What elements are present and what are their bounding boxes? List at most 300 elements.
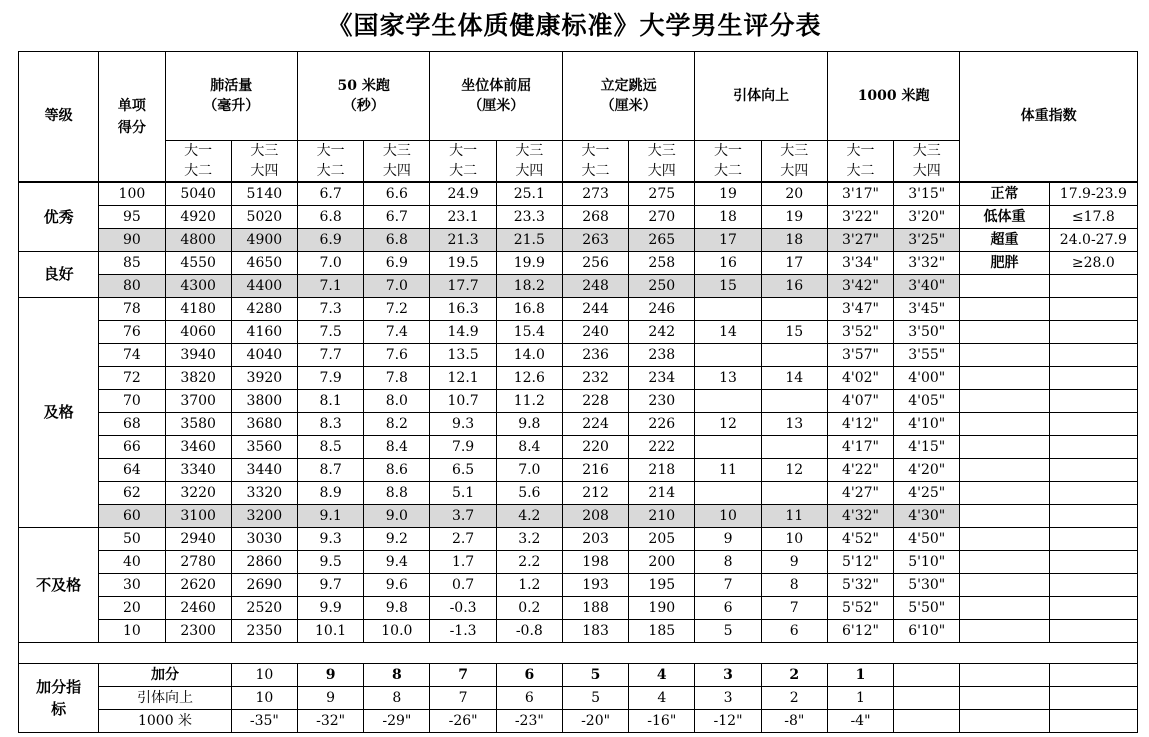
- value-cell: 224: [562, 413, 628, 436]
- value-cell: [695, 436, 761, 459]
- bonus-cell: 3: [695, 664, 761, 687]
- value-cell: 19.5: [430, 252, 496, 275]
- value-cell: 8.4: [364, 436, 430, 459]
- value-cell: 230: [629, 390, 695, 413]
- bmi-label: 超重: [960, 229, 1049, 252]
- value-cell: 188: [562, 597, 628, 620]
- value-cell: 7.5: [297, 321, 363, 344]
- value-cell: 220: [562, 436, 628, 459]
- value-cell: 8.4: [496, 436, 562, 459]
- value-cell: 3940: [165, 344, 231, 367]
- value-cell: 12: [695, 413, 761, 436]
- bmi-label: [960, 321, 1049, 344]
- table-row: [19, 413, 1138, 436]
- value-cell: 4920: [165, 206, 231, 229]
- table-row: [19, 344, 1138, 367]
- bmi-range: [1049, 620, 1137, 643]
- value-cell: 2780: [165, 551, 231, 574]
- value-cell: 23.3: [496, 206, 562, 229]
- value-cell: 12.6: [496, 367, 562, 390]
- score-cell: 74: [99, 344, 165, 367]
- event-header: [827, 52, 959, 141]
- score-cell: 78: [99, 298, 165, 321]
- bmi-range: [1049, 367, 1137, 390]
- value-cell: 5'30": [894, 574, 960, 597]
- bmi-label: [960, 597, 1049, 620]
- value-cell: [761, 298, 827, 321]
- score-table: [18, 51, 1138, 733]
- bonus-cell: 9: [297, 687, 363, 710]
- value-cell: 12: [761, 459, 827, 482]
- table-row: [19, 182, 1138, 206]
- value-cell: 4'27": [827, 482, 893, 505]
- value-cell: 183: [562, 620, 628, 643]
- event-name: 50 米跑: [337, 78, 390, 94]
- value-cell: 258: [629, 252, 695, 275]
- score-cell: 85: [99, 252, 165, 275]
- value-cell: 5'52": [827, 597, 893, 620]
- bonus-title-label: 加分指标: [36, 678, 82, 718]
- bmi-label: [960, 413, 1049, 436]
- score-cell: 30: [99, 574, 165, 597]
- year-label: 大四: [515, 163, 544, 179]
- value-cell: [761, 344, 827, 367]
- value-cell: 265: [629, 229, 695, 252]
- value-cell: 18: [695, 206, 761, 229]
- bonus-cell: 1: [827, 687, 893, 710]
- value-cell: [761, 482, 827, 505]
- value-cell: 3700: [165, 390, 231, 413]
- value-cell: 1.7: [430, 551, 496, 574]
- value-cell: 3'17": [827, 182, 893, 206]
- value-cell: 8: [761, 574, 827, 597]
- bonus-empty: [1049, 687, 1137, 710]
- event-header: [562, 52, 694, 141]
- value-cell: 16: [761, 275, 827, 298]
- value-cell: 9.8: [364, 597, 430, 620]
- value-cell: 3'15": [894, 182, 960, 206]
- value-cell: 2940: [165, 528, 231, 551]
- year-header: [761, 141, 827, 183]
- value-cell: 273: [562, 182, 628, 206]
- value-cell: 2.7: [430, 528, 496, 551]
- grade-label: 优秀: [19, 182, 99, 252]
- value-cell: 4.2: [496, 505, 562, 528]
- year-header: [562, 141, 628, 183]
- score-cell: 62: [99, 482, 165, 505]
- value-cell: 7.9: [297, 367, 363, 390]
- value-cell: 4'07": [827, 390, 893, 413]
- value-cell: 4400: [231, 275, 297, 298]
- event-name: 1000 米跑: [857, 88, 930, 104]
- value-cell: 3340: [165, 459, 231, 482]
- value-cell: 4160: [231, 321, 297, 344]
- year-label: 大一: [714, 143, 743, 159]
- value-cell: 3030: [231, 528, 297, 551]
- bmi-label: [960, 275, 1049, 298]
- value-cell: 5020: [231, 206, 297, 229]
- value-cell: 19.9: [496, 252, 562, 275]
- bonus-cell: 6: [496, 664, 562, 687]
- value-cell: 4280: [231, 298, 297, 321]
- value-cell: 190: [629, 597, 695, 620]
- value-cell: 13: [761, 413, 827, 436]
- table-row: [19, 206, 1138, 229]
- value-cell: 23.1: [430, 206, 496, 229]
- value-cell: 4'30": [894, 505, 960, 528]
- bmi-label: [960, 344, 1049, 367]
- value-cell: 200: [629, 551, 695, 574]
- score-cell: 76: [99, 321, 165, 344]
- bmi-range: [1049, 390, 1137, 413]
- value-cell: 4'52": [827, 528, 893, 551]
- bmi-range: 17.9-23.9: [1049, 182, 1137, 206]
- year-header: [297, 141, 363, 183]
- bonus-cell: 2: [761, 687, 827, 710]
- year-header: [430, 141, 496, 183]
- value-cell: 21.3: [430, 229, 496, 252]
- score-cell: 40: [99, 551, 165, 574]
- value-cell: 10.7: [430, 390, 496, 413]
- value-cell: 4'22": [827, 459, 893, 482]
- value-cell: 7.0: [297, 252, 363, 275]
- bonus-empty: [960, 664, 1049, 687]
- bonus-cell: 8: [364, 664, 430, 687]
- table-row: [19, 505, 1138, 528]
- value-cell: 6.7: [297, 182, 363, 206]
- value-cell: 9.4: [364, 551, 430, 574]
- value-cell: 18.2: [496, 275, 562, 298]
- bonus-cell: -8": [761, 710, 827, 733]
- bonus-empty: [894, 664, 960, 687]
- value-cell: 19: [761, 206, 827, 229]
- value-cell: 7.2: [364, 298, 430, 321]
- score-cell: 20: [99, 597, 165, 620]
- bmi-range: [1049, 597, 1137, 620]
- value-cell: 6.8: [297, 206, 363, 229]
- value-cell: 15.4: [496, 321, 562, 344]
- value-cell: 9: [761, 551, 827, 574]
- value-cell: 3220: [165, 482, 231, 505]
- value-cell: [695, 298, 761, 321]
- bmi-label: [960, 574, 1049, 597]
- year-label: 大二: [449, 163, 478, 179]
- score-cell: 95: [99, 206, 165, 229]
- bonus-cell: 1: [827, 664, 893, 687]
- bmi-label: 低体重: [960, 206, 1049, 229]
- value-cell: 9: [695, 528, 761, 551]
- year-label: 大三: [780, 143, 809, 159]
- grade-label: 良好: [19, 252, 99, 298]
- bonus-cell: -23": [496, 710, 562, 733]
- value-cell: 4'10": [894, 413, 960, 436]
- table-row: [19, 551, 1138, 574]
- bmi-range: [1049, 321, 1137, 344]
- value-cell: 17: [695, 229, 761, 252]
- value-cell: 6.9: [297, 229, 363, 252]
- value-cell: 6'10": [894, 620, 960, 643]
- bmi-label: 肥胖: [960, 252, 1049, 275]
- value-cell: 14.0: [496, 344, 562, 367]
- value-cell: 3.2: [496, 528, 562, 551]
- value-cell: 4'20": [894, 459, 960, 482]
- bmi-range: [1049, 413, 1137, 436]
- value-cell: 3440: [231, 459, 297, 482]
- value-cell: 2860: [231, 551, 297, 574]
- value-cell: 3460: [165, 436, 231, 459]
- bmi-range: [1049, 298, 1137, 321]
- bonus-cell: 7: [430, 687, 496, 710]
- event-name: 立定跳远: [600, 78, 657, 94]
- year-header: [165, 141, 231, 183]
- bonus-cell: 10: [231, 664, 297, 687]
- value-cell: 203: [562, 528, 628, 551]
- value-cell: 10.1: [297, 620, 363, 643]
- value-cell: [695, 344, 761, 367]
- bmi-range: [1049, 482, 1137, 505]
- value-cell: 7: [761, 597, 827, 620]
- value-cell: 9.0: [364, 505, 430, 528]
- bonus-cell: -12": [695, 710, 761, 733]
- bonus-row: [19, 687, 1138, 710]
- bonus-cell: -29": [364, 710, 430, 733]
- year-label: 大二: [316, 163, 345, 179]
- value-cell: 4'25": [894, 482, 960, 505]
- value-cell: 15: [695, 275, 761, 298]
- bonus-cell: -20": [562, 710, 628, 733]
- event-header: [297, 52, 429, 141]
- bonus-cell: 5: [562, 687, 628, 710]
- value-cell: 9.1: [297, 505, 363, 528]
- year-label: 大四: [912, 163, 941, 179]
- value-cell: 7.9: [430, 436, 496, 459]
- value-cell: 10: [761, 528, 827, 551]
- year-header: [496, 141, 562, 183]
- value-cell: 7: [695, 574, 761, 597]
- bmi-label: [960, 436, 1049, 459]
- value-cell: 4650: [231, 252, 297, 275]
- value-cell: 14.9: [430, 321, 496, 344]
- value-cell: 9.5: [297, 551, 363, 574]
- event-unit: （厘米）: [468, 98, 525, 114]
- year-label: 大四: [780, 163, 809, 179]
- value-cell: 7.8: [364, 367, 430, 390]
- table-row: [19, 229, 1138, 252]
- value-cell: 16.3: [430, 298, 496, 321]
- value-cell: 250: [629, 275, 695, 298]
- value-cell: 11: [695, 459, 761, 482]
- value-cell: 9.7: [297, 574, 363, 597]
- value-cell: 19: [695, 182, 761, 206]
- header-row: [19, 52, 1138, 100]
- value-cell: 7.7: [297, 344, 363, 367]
- value-cell: [695, 390, 761, 413]
- bmi-range: [1049, 528, 1137, 551]
- bmi-range: [1049, 574, 1137, 597]
- value-cell: 3'20": [894, 206, 960, 229]
- value-cell: 228: [562, 390, 628, 413]
- event-name: 肺活量: [210, 78, 253, 94]
- value-cell: 6: [761, 620, 827, 643]
- bmi-label: [960, 505, 1049, 528]
- event-name: 引体向上: [733, 88, 790, 104]
- value-cell: 5.1: [430, 482, 496, 505]
- table-row: [19, 298, 1138, 321]
- value-cell: 4'00": [894, 367, 960, 390]
- bonus-empty: [960, 687, 1049, 710]
- value-cell: 17.7: [430, 275, 496, 298]
- value-cell: 208: [562, 505, 628, 528]
- score-cell: 80: [99, 275, 165, 298]
- score-cell: 100: [99, 182, 165, 206]
- table-row: [19, 528, 1138, 551]
- value-cell: 212: [562, 482, 628, 505]
- score-cell: 50: [99, 528, 165, 551]
- value-cell: 8.3: [297, 413, 363, 436]
- value-cell: 7.6: [364, 344, 430, 367]
- value-cell: 236: [562, 344, 628, 367]
- value-cell: 11: [761, 505, 827, 528]
- value-cell: 3'34": [827, 252, 893, 275]
- table-row: [19, 275, 1138, 298]
- value-cell: 20: [761, 182, 827, 206]
- table-row: [19, 252, 1138, 275]
- value-cell: 4'17": [827, 436, 893, 459]
- event-unit: （毫升）: [203, 98, 260, 114]
- value-cell: 3'32": [894, 252, 960, 275]
- value-cell: 232: [562, 367, 628, 390]
- value-cell: 244: [562, 298, 628, 321]
- value-cell: 8.7: [297, 459, 363, 482]
- value-cell: 198: [562, 551, 628, 574]
- bmi-label: [960, 459, 1049, 482]
- event-header: [695, 52, 827, 141]
- grade-header: 等级: [19, 52, 99, 183]
- year-label: 大一: [316, 143, 345, 159]
- value-cell: 7.1: [297, 275, 363, 298]
- value-cell: 13: [695, 367, 761, 390]
- score-cell: 68: [99, 413, 165, 436]
- weight-index-header: 体重指数: [960, 52, 1138, 183]
- value-cell: 9.9: [297, 597, 363, 620]
- event-name: 坐位体前屈: [461, 78, 532, 94]
- table-row: [19, 620, 1138, 643]
- value-cell: 3'22": [827, 206, 893, 229]
- bmi-range: ≥28.0: [1049, 252, 1137, 275]
- value-cell: 242: [629, 321, 695, 344]
- table-row: [19, 390, 1138, 413]
- value-cell: 226: [629, 413, 695, 436]
- value-cell: [761, 436, 827, 459]
- value-cell: 9.3: [430, 413, 496, 436]
- score-cell: 66: [99, 436, 165, 459]
- bonus-cell: 8: [364, 687, 430, 710]
- value-cell: 3'50": [894, 321, 960, 344]
- value-cell: 4800: [165, 229, 231, 252]
- year-label: 大二: [581, 163, 610, 179]
- page-title: 《国家学生体质健康标准》大学男生评分表: [327, 11, 822, 40]
- value-cell: 3'47": [827, 298, 893, 321]
- bonus-empty: [894, 710, 960, 733]
- table-row: [19, 367, 1138, 390]
- value-cell: 185: [629, 620, 695, 643]
- bmi-label: [960, 620, 1049, 643]
- value-cell: 268: [562, 206, 628, 229]
- year-label: 大二: [714, 163, 743, 179]
- value-cell: 11.2: [496, 390, 562, 413]
- grade-label: 不及格: [19, 528, 99, 643]
- value-cell: 5: [695, 620, 761, 643]
- value-cell: 193: [562, 574, 628, 597]
- value-cell: 9.6: [364, 574, 430, 597]
- value-cell: 3'25": [894, 229, 960, 252]
- value-cell: 5040: [165, 182, 231, 206]
- year-label: 大三: [912, 143, 941, 159]
- value-cell: 6.5: [430, 459, 496, 482]
- bmi-label: [960, 367, 1049, 390]
- value-cell: 5'10": [894, 551, 960, 574]
- item-score-label: 单项得分: [117, 97, 146, 136]
- bmi-label: [960, 298, 1049, 321]
- value-cell: 4'05": [894, 390, 960, 413]
- value-cell: 7.3: [297, 298, 363, 321]
- score-cell: 60: [99, 505, 165, 528]
- value-cell: 6.6: [364, 182, 430, 206]
- value-cell: 8.5: [297, 436, 363, 459]
- bonus-cell: -32": [297, 710, 363, 733]
- value-cell: 3320: [231, 482, 297, 505]
- value-cell: 7.0: [364, 275, 430, 298]
- year-label: 大三: [250, 143, 279, 159]
- bonus-cell: 9: [297, 664, 363, 687]
- value-cell: 6.9: [364, 252, 430, 275]
- value-cell: 14: [761, 367, 827, 390]
- value-cell: 3580: [165, 413, 231, 436]
- table-row: [19, 597, 1138, 620]
- bonus-cell: -35": [231, 710, 297, 733]
- year-header: [894, 141, 960, 183]
- score-cell: 64: [99, 459, 165, 482]
- value-cell: 2520: [231, 597, 297, 620]
- year-label: 大二: [846, 163, 875, 179]
- value-cell: 3800: [231, 390, 297, 413]
- value-cell: 4060: [165, 321, 231, 344]
- year-label: 大一: [581, 143, 610, 159]
- value-cell: 3920: [231, 367, 297, 390]
- bonus-empty: [894, 687, 960, 710]
- value-cell: -1.3: [430, 620, 496, 643]
- bonus-label: 1000 米: [99, 710, 231, 733]
- value-cell: 4180: [165, 298, 231, 321]
- value-cell: 4040: [231, 344, 297, 367]
- bonus-cell: -26": [430, 710, 496, 733]
- value-cell: 6.7: [364, 206, 430, 229]
- bonus-cell: 4: [629, 664, 695, 687]
- bonus-row: [19, 710, 1138, 733]
- value-cell: 25.1: [496, 182, 562, 206]
- value-cell: 6.8: [364, 229, 430, 252]
- year-label: 大二: [184, 163, 213, 179]
- value-cell: 238: [629, 344, 695, 367]
- value-cell: 5'12": [827, 551, 893, 574]
- table-row: [19, 459, 1138, 482]
- score-cell: 10: [99, 620, 165, 643]
- value-cell: 256: [562, 252, 628, 275]
- value-cell: [761, 390, 827, 413]
- bonus-cell: 6: [496, 687, 562, 710]
- value-cell: 8.0: [364, 390, 430, 413]
- separator: [19, 643, 1138, 664]
